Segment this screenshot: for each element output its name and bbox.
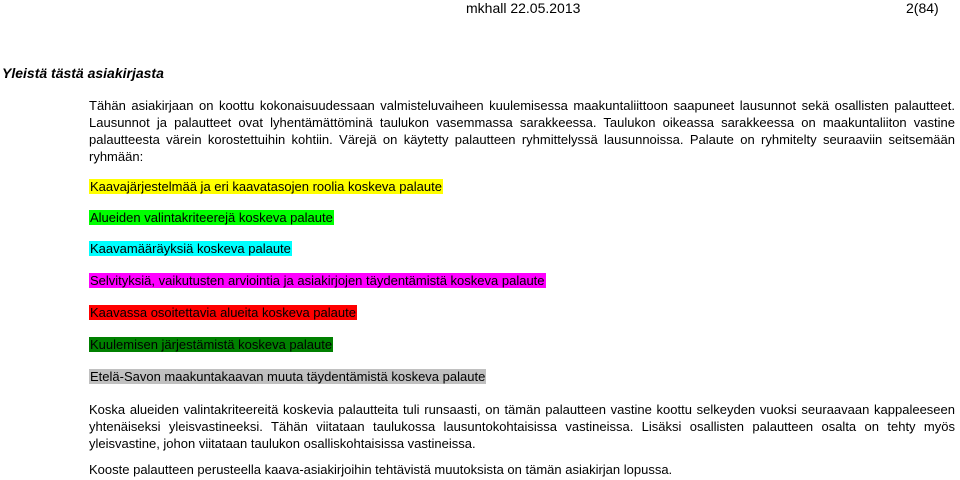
- page-number: 2(84): [906, 0, 939, 16]
- category-item-kaavamaaraykset: Kaavamääräyksiä koskeva palaute: [90, 241, 291, 256]
- category-item-kaavajarjestelma: Kaavajärjestelmää ja eri kaavatasojen roolia koskeva palaute: [90, 179, 442, 194]
- summary-paragraph: Kooste palautteen perusteella kaava-asiakirjoihin tehtävistä muutoksista on tämän asiakirjan lopussa.: [89, 462, 673, 477]
- general-response-paragraph: Koska alueiden valintakriteereitä koskevia palautteita tuli runsaasti, on tämän palautteen vastine koottu selkeyden vuoksi seuraavaan kappaleeseen yhtenäiseksi yleisvastineeksi. Tähän viitataan taulukossa lausuntokohtaisissa vastineissa. Lisäksi osallisten palautteen osalta on tehty myös yleisvastine, johon viitataan taulukon osalliskohtaisissa vastineissa.: [89, 402, 955, 451]
- section-title: Yleistä tästä asiakirjasta: [2, 65, 164, 81]
- category-item-alueet: Kaavassa osoitettavia alueita koskeva palaute: [90, 305, 356, 320]
- category-item-selvitykset: Selvityksiä, vaikutusten arviointia ja asiakirjojen täydentämistä koskeva palaute: [90, 273, 545, 288]
- header-author-date: mkhall 22.05.2013: [466, 0, 581, 16]
- category-item-kuuleminen: Kuulemisen järjestämistä koskeva palaute: [90, 337, 333, 352]
- intro-paragraph: Tähän asiakirjaan on koottu kokonaisuudessaan valmisteluvaiheen kuulemisessa maakuntaliittoon saapuneet lausunnot sekä osallisten palautteet. Lausunnot ja palautteet ovat lyhentämättöminä taulukon vasemmassa sarakkeessa. Taulukon oikeassa sarakkeessa on maakuntaliiton vastine palautteesta värein korostettuihin kohtiin. Värejä on käytetty palautteen ryhmittelyssä lausunnoissa. Palaute on ryhmitelty seuraaviin seitsemään ryhmään:: [89, 98, 955, 164]
- category-item-muu-taydentaminen: Etelä-Savon maakuntakaavan muuta täydentämistä koskeva palaute: [90, 369, 486, 384]
- category-item-valintakriteerit: Alueiden valintakriteerejä koskeva palaute: [90, 210, 333, 225]
